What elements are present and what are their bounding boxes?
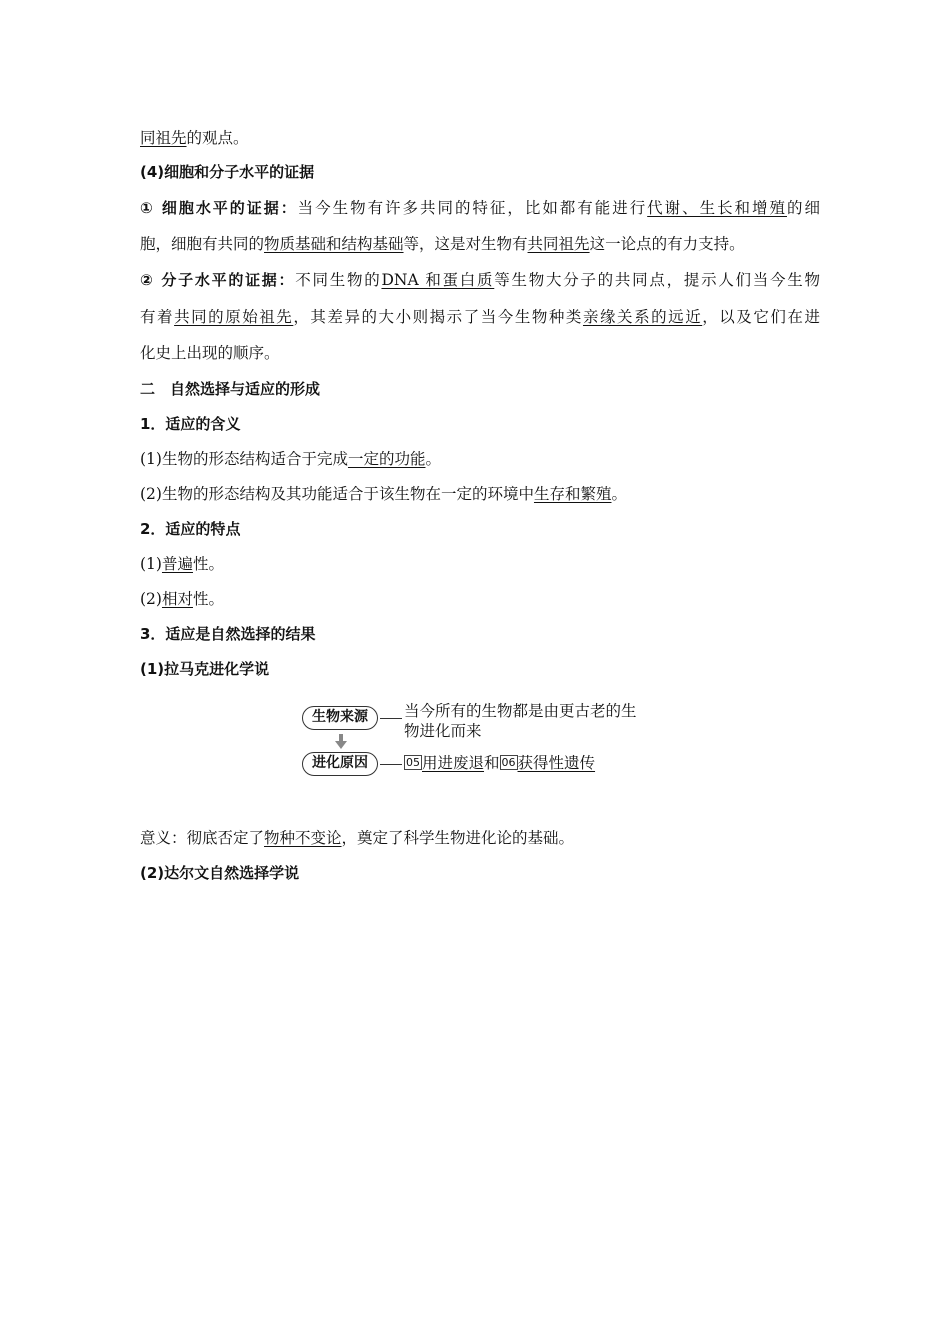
answer-blank: 同祖先 (140, 129, 187, 147)
connector-line (380, 764, 402, 765)
adaptation-meaning-2: (2)生物的形态结构及其功能适合于该生物在一定的环境中生存和繁殖。 (140, 485, 627, 503)
adaptation-feature-1: (1)普遍性。 (140, 555, 224, 573)
down-arrow-icon (335, 734, 347, 750)
answer-blank: 共同祖先 (527, 235, 590, 253)
answer-blank: 亲缘关系的远近 (582, 308, 703, 326)
lamarck-diagram (300, 700, 680, 784)
answer-blank: 物质基础和结构基础 (264, 235, 404, 253)
heading-darwin: (2)达尔文自然选择学说 (140, 864, 300, 882)
molecular-evidence-line3: 化史上出现的顺序。 (140, 344, 280, 362)
molecular-evidence-label: ② 分子水平的证据： (140, 271, 296, 289)
cell-evidence-label: ① 细胞水平的证据： (140, 199, 298, 217)
blank-number: 05 (406, 756, 420, 769)
origin-description-line2: 物进化而来 (404, 722, 482, 740)
adaptation-feature-2: (2)相对性。 (140, 590, 224, 608)
section-heading-2: 二 自然选择与适应的形成 (140, 380, 321, 398)
heading-adaptation-features: 2．适应的特点 (140, 520, 241, 538)
blank-number: 06 (501, 756, 516, 769)
answer-blank: 物种不变论 (264, 829, 342, 847)
answer-blank: 生存和繁殖 (533, 485, 612, 503)
origin-description-line1: 当今所有的生物都是由更古老的生 (404, 702, 637, 720)
answer-blank: 用进废退 (422, 754, 485, 772)
paragraph-continuation: 同祖先的观点。 (140, 129, 249, 147)
subheading-cell-molecular: (4)细胞和分子水平的证据 (140, 163, 315, 181)
answer-blank: 一定的功能 (347, 450, 426, 468)
node-cause: 进化原因 (302, 752, 378, 776)
heading-adaptation-meaning: 1．适应的含义 (140, 415, 241, 433)
lamarck-significance: 意义：彻底否定了物种不变论，奠定了科学生物进化论的基础。 (140, 829, 575, 847)
molecular-evidence-line2: 有着共同的原始祖先，其差异的大小则揭示了当今生物种类亲缘关系的远近，以及它们在进 (140, 308, 820, 326)
heading-lamarck: (1)拉马克进化学说 (140, 660, 270, 678)
molecular-evidence-line1: ② 分子水平的证据：不同生物的DNA 和蛋白质等生物大分子的共同点，提示人们当今生物 (140, 271, 820, 289)
answer-blank: 代谢、生长和增殖 (647, 199, 787, 217)
answer-blank: 获得性遗传 (517, 754, 596, 772)
adaptation-meaning-1: (1)生物的形态结构适合于完成一定的功能。 (140, 450, 441, 468)
answer-blank: 普遍 (161, 555, 193, 573)
connector-line (380, 718, 402, 719)
cell-evidence-line1: ① 细胞水平的证据：当今生物有许多共同的特征，比如都有能进行代谢、生长和增殖的细 (140, 199, 820, 217)
cause-description: 05 用进废退和 06 获得性遗传 (406, 754, 596, 772)
node-origin: 生物来源 (302, 706, 378, 730)
heading-natural-selection-result: 3．适应是自然选择的结果 (140, 625, 316, 643)
cell-evidence-line2: 胞，细胞有共同的物质基础和结构基础等，这是对生物有共同祖先这一论点的有力支持。 (140, 235, 745, 253)
answer-blank: 相对 (161, 590, 193, 608)
answer-blank: DNA 和蛋白质 (381, 271, 495, 289)
answer-blank: 共同的原始祖先 (174, 308, 294, 326)
